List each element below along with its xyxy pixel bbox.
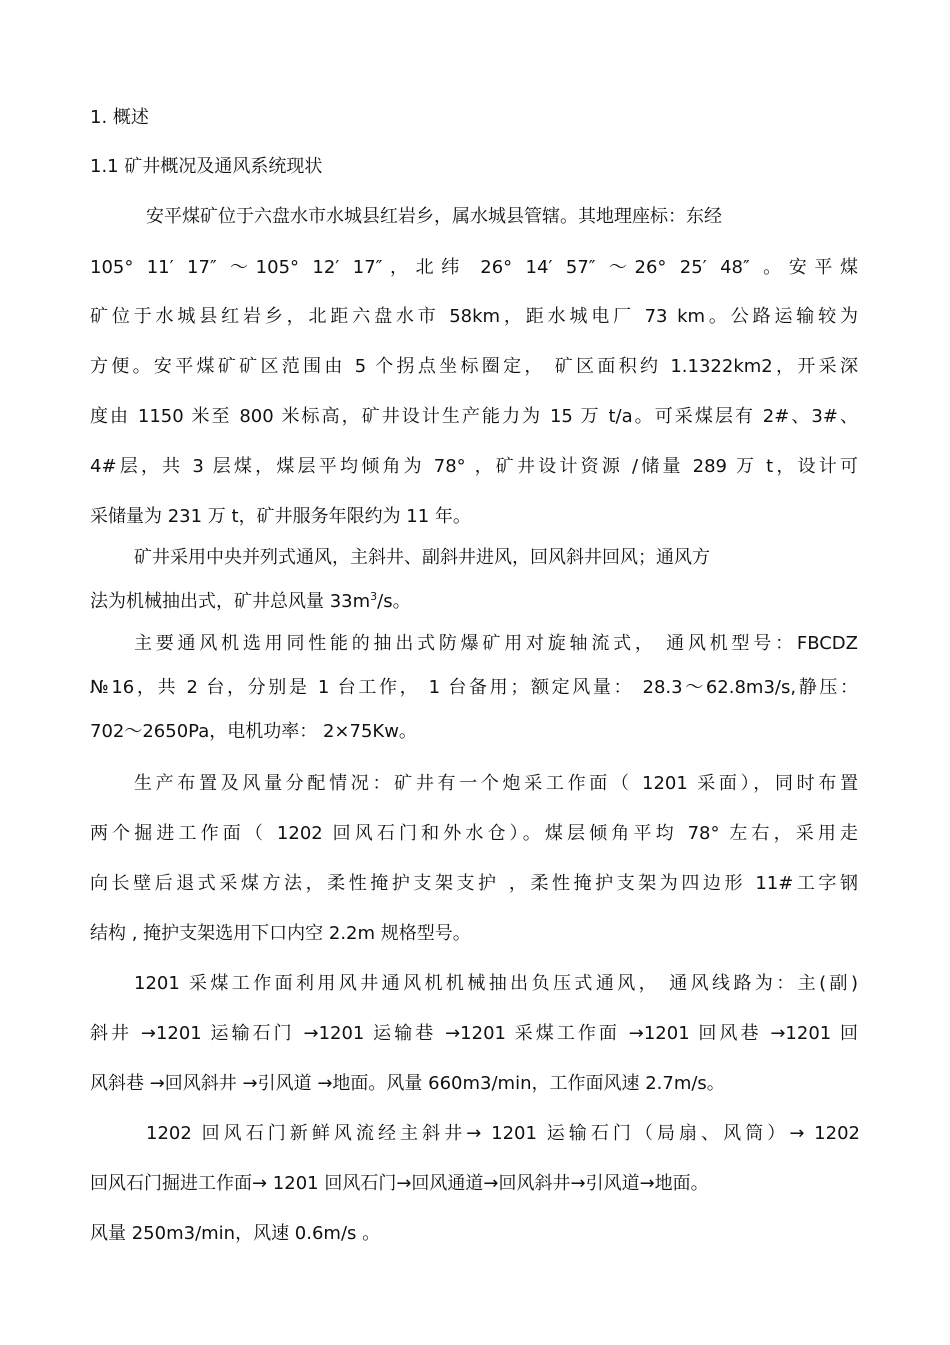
subsection-heading: 1.1 矿井概况及通风系统现状 bbox=[90, 156, 323, 177]
paragraph-1-line-6: 4#层，共 3 层煤，煤层平均倾角为 78° ，矿井设计资源 /储量 289 万 t，设计可 bbox=[90, 456, 858, 477]
paragraph-1-line-5: 度由 1150 米至 800 米标高，矿井设计生产能力为 15 万 t/a。可采煤层有 2#、3#、 bbox=[90, 406, 858, 427]
paragraph-5-line-1: 1201 采煤工作面利用风井通风机机械抽出负压式通风， 通风线路为：主(副) bbox=[134, 973, 858, 994]
paragraph-2-line-1: 矿井采用中央并列式通风，主斜井、副斜井进风，回风斜井回风；通风方 bbox=[134, 547, 710, 568]
paragraph-2-line-2 bbox=[90, 590, 411, 614]
paragraph-1-line-4: 方便。安平煤矿矿区范围由 5 个拐点坐标圈定， 矿区面积约 1.1322km2，开采深 bbox=[90, 356, 858, 377]
paragraph-5-line-3: 风斜巷 →回风斜井 →引风道 →地面。风量 660m3/min，工作面风速 2.7m/s。 bbox=[90, 1073, 725, 1094]
paragraph-1-line-7: 采储量为 231 万 t，矿井服务年限约为 11 年。 bbox=[90, 506, 471, 527]
paragraph-4-line-1: 生产布置及风量分配情况：矿井有一个炮采工作面（ 1201 采面），同时布置 bbox=[134, 773, 858, 794]
paragraph-2-suffix: /s。 bbox=[377, 591, 411, 612]
paragraph-1-line-1: 安平煤矿位于六盘水市水城县红岩乡，属水城县管辖。其地理座标：东经 bbox=[146, 206, 722, 227]
paragraph-1-line-3: 矿位于水城县红岩乡，北距六盘水市 58km，距水城电厂 73 km。公路运输较为 bbox=[90, 306, 858, 327]
paragraph-5-line-2: 斜井 →1201 运输石门 →1201 运输巷 →1201 采煤工作面 →1201 回风巷 →1201 回 bbox=[90, 1023, 858, 1044]
paragraph-3-line-3: 702～2650Pa，电机功率： 2×75Kw。 bbox=[90, 721, 417, 742]
paragraph-4-line-2: 两个掘进工作面（ 1202 回风石门和外水仓）。煤层倾角平均 78° 左右，采用走 bbox=[90, 823, 858, 844]
paragraph-6-line-2: 回风石门掘进工作面→ 1201 回风石门→回风通道→回风斜井→引风道→地面。 bbox=[90, 1173, 709, 1194]
paragraph-4-line-3: 向长壁后退式采煤方法，柔性掩护支架支护 ，柔性掩护支架为四边形 11#工字钢 bbox=[90, 873, 858, 894]
paragraph-4-line-4: 结构 , 掩护支架选用下口内空 2.2m 规格型号。 bbox=[90, 923, 471, 944]
paragraph-6-line-3: 风量 250m3/min，风速 0.6m/s 。 bbox=[90, 1223, 381, 1244]
paragraph-3-line-1: 主要通风机选用同性能的抽出式防爆矿用对旋轴流式， 通风机型号：FBCDZ bbox=[134, 633, 858, 654]
paragraph-2-prefix: 法为机械抽出式，矿井总风量 33m bbox=[90, 591, 371, 612]
paragraph-6-line-1: 1202 回风石门新鲜风流经主斜井→ 1201 运输石门（局扇、风筒）→ 1202 bbox=[146, 1123, 860, 1144]
section-heading: 1. 概述 bbox=[90, 107, 149, 128]
paragraph-3-line-2: №16，共 2 台，分别是 1 台工作， 1 台备用；额定风量： 28.3～62.8m3/s,静压： bbox=[90, 677, 858, 698]
paragraph-2-superscript: 3 bbox=[370, 590, 378, 603]
paragraph-1-line-2: 105° 11′ 17″ ～105° 12′ 17″，北纬 26° 14′ 57″ ～26° 25′ 48″ 。安平煤 bbox=[90, 257, 858, 278]
